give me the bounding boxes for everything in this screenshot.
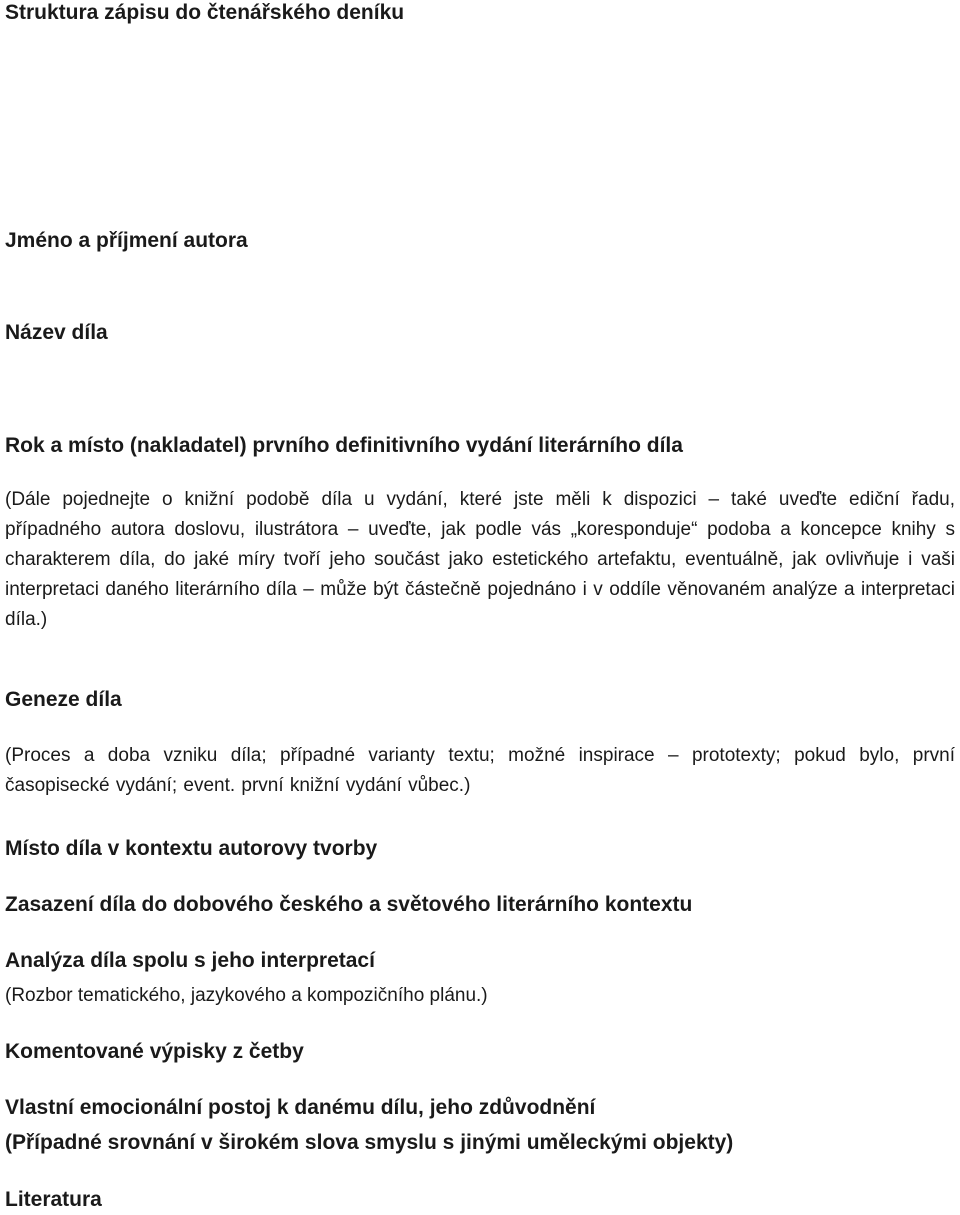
section-comparison: (Případné srovnání v širokém slova smyslu s jinými uměleckými objekty) [5, 1131, 734, 1154]
section-context-author: Místo díla v kontextu autorovy tvorby [5, 837, 378, 860]
genesis-note-paragraph: (Proces a doba vzniku díla; případné varianty textu; možné inspirace – prototexty; pokud bylo, první časopisecké vydání; event. první knižní vydání vůbec.) [5, 745, 955, 796]
section-first-edition: Rok a místo (nakladatel) prvního definitivního vydání literárního díla [5, 434, 683, 457]
section-author: Jméno a příjmení autora [5, 229, 248, 252]
edition-note-paragraph: (Dále pojednejte o knižní podobě díla u vydání, které jste měli k dispozici – také uveďte ediční řadu, případného autora doslovu, ilustrátora – uveďte, jak podle vás „koresponduje“ podoba a koncepce knihy s charakterem díla, do jaké míry tvoří jeho součást jako estetického artefaktu, eventuálně, jak ovlivňuje i vaši interpretaci daného literárního díla – může být částečně pojednáno i v oddíle věnovaném analýze a interpretaci díla.) [5, 489, 955, 630]
section-work-name: Název díla [5, 321, 108, 344]
document-title: Struktura zápisu do čtenářského deníku [5, 1, 405, 24]
section-analysis: Analýza díla spolu s jeho interpretací [5, 949, 375, 972]
analysis-note: (Rozbor tematického, jazykového a kompozičního plánu.) [5, 985, 488, 1006]
section-attitude: Vlastní emocionální postoj k danému dílu, jeho zdůvodnění [5, 1096, 596, 1119]
section-literature: Literatura [5, 1188, 102, 1211]
section-excerpts: Komentované výpisky z četby [5, 1040, 304, 1063]
section-genesis: Geneze díla [5, 688, 122, 711]
section-context-literary: Zasazení díla do dobového českého a světového literárního kontextu [5, 893, 693, 916]
